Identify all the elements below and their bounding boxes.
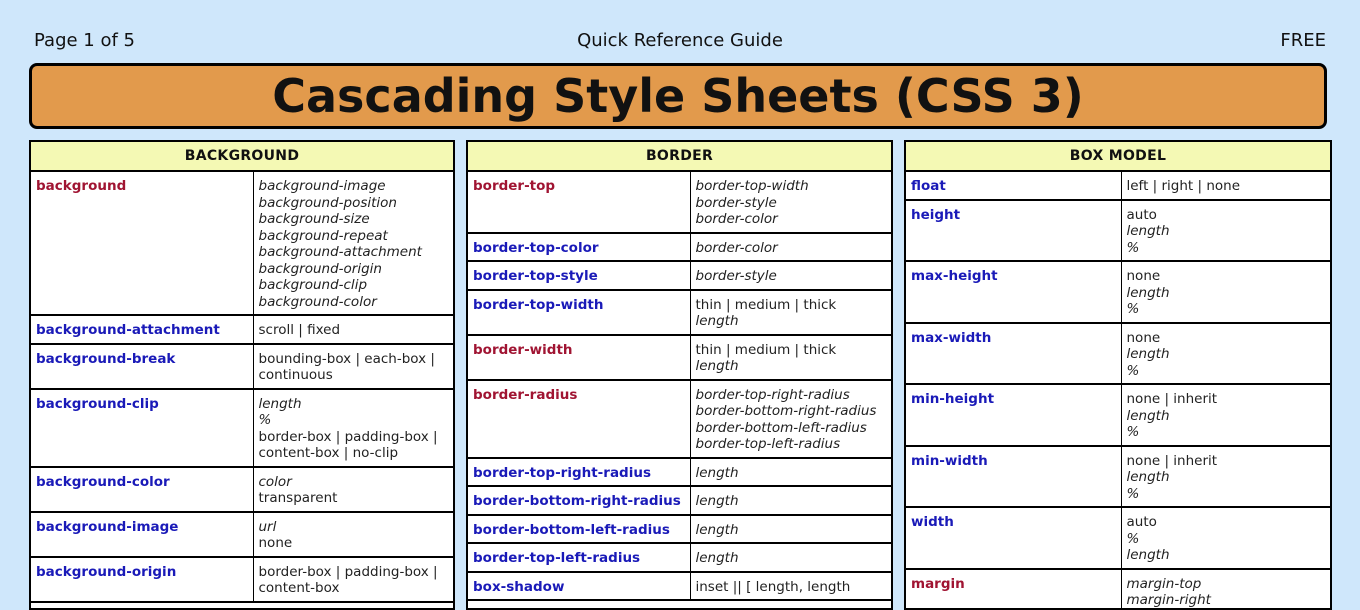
property-name: background-color [31,467,253,512]
table-row [468,572,891,601]
value-line: % [1127,486,1326,503]
value-line: % [1127,240,1326,257]
table-row [468,335,891,380]
value-line: border-bottom-right-radius [696,403,887,420]
property-values [690,261,891,290]
table-row [468,486,891,515]
value-line: content-box | no-clip [259,445,449,462]
property-name: background-origin [31,557,253,602]
value-line: thin | medium | thick [696,342,887,359]
value-line: border-top-left-radius [696,436,887,453]
value-line: background-size [259,211,449,228]
table-row [906,384,1330,446]
value-line: none [1127,330,1326,347]
property-name: border-bottom-right-radius [468,486,690,515]
table-row [31,172,453,315]
value-line: bounding-box | each-box | [259,351,449,368]
value-line: thin | medium | thick [696,297,887,314]
table-row [906,507,1330,569]
property-name: min-width [906,446,1121,508]
property-name: background-break [31,344,253,389]
property-name: border-top-right-radius [468,458,690,487]
property-values [253,557,453,602]
table-row [468,261,891,290]
value-line: auto [1127,514,1326,531]
value-line: none [1127,268,1326,285]
value-line: border-style [696,195,887,212]
value-line: length [1127,223,1326,240]
value-line: border-color [696,211,887,228]
property-values [1121,200,1330,262]
property-name: border-top-left-radius [468,543,690,572]
value-line: inset || [ length, length [696,579,887,596]
value-line: length [1127,408,1326,425]
table-row [468,458,891,487]
value-line: length [696,465,887,482]
table-row [906,261,1330,323]
value-line: length [259,396,449,413]
value-line: length [696,550,887,567]
table-row [906,569,1330,610]
property-values [1121,446,1330,508]
value-line: background-clip [259,277,449,294]
property-name: border-top-color [468,233,690,262]
value-line: none [259,535,449,552]
property-values [690,458,891,487]
section-box-model [904,140,1332,610]
property-values [690,515,891,544]
table-row [468,380,891,458]
property-name: width [906,507,1121,569]
value-line: border-color [696,240,887,257]
property-name: max-width [906,323,1121,385]
property-values [690,572,891,601]
value-line: background-position [259,195,449,212]
section-heading: BORDER [468,142,891,172]
value-line: content-box [259,580,449,597]
table-row [31,344,453,389]
property-values [690,380,891,458]
property-name: border-radius [468,380,690,458]
value-line: background-origin [259,261,449,278]
section-heading: BOX MODEL [906,142,1330,172]
table-row [906,323,1330,385]
value-line: border-top-right-radius [696,387,887,404]
property-values [1121,172,1330,200]
property-values [253,512,453,557]
property-name: min-height [906,384,1121,446]
price-label: FREE [1280,30,1326,51]
property-name: border-top-width [468,290,690,335]
property-name: height [906,200,1121,262]
table-row [31,315,453,344]
table-row [31,389,453,467]
property-name: background-clip [31,389,253,467]
value-line: length [696,313,887,330]
property-name: background [31,172,253,315]
property-name: background-image [31,512,253,557]
property-name: background-attachment [31,315,253,344]
table-row [468,233,891,262]
property-table [31,172,453,603]
property-values [690,233,891,262]
value-line: % [259,412,449,429]
value-line: border-bottom-left-radius [696,420,887,437]
value-line: margin-right [1127,592,1326,609]
table-row [906,172,1330,200]
value-line: length [1127,346,1326,363]
table-row [31,512,453,557]
property-values [690,543,891,572]
value-line: % [1127,301,1326,318]
value-line: border-box | padding-box | [259,564,449,581]
value-line: continuous [259,367,449,384]
property-values [253,467,453,512]
section-border [466,140,893,610]
value-line: scroll | fixed [259,322,449,339]
page-title: Cascading Style Sheets (CSS 3) [32,63,1324,129]
property-values [253,172,453,315]
value-line: none | inherit [1127,453,1326,470]
value-line: background-image [259,178,449,195]
title-banner [29,63,1327,129]
value-line: border-top-width [696,178,887,195]
table-row [906,200,1330,262]
property-name: border-width [468,335,690,380]
property-values [1121,384,1330,446]
property-values [253,344,453,389]
table-row [31,557,453,602]
value-line: url [259,519,449,536]
property-name: box-shadow [468,572,690,601]
property-values [690,172,891,233]
property-table [468,172,891,601]
property-name: margin [906,569,1121,610]
value-line: % [1127,363,1326,380]
property-name: border-top [468,172,690,233]
property-values [690,335,891,380]
value-line: margin-top [1127,576,1326,593]
section-heading: BACKGROUND [31,142,453,172]
property-values [253,389,453,467]
value-line: background-attachment [259,244,449,261]
property-name: border-bottom-left-radius [468,515,690,544]
value-line: length [696,522,887,539]
property-values [1121,323,1330,385]
value-line: background-repeat [259,228,449,245]
value-line: length [1127,469,1326,486]
table-row [31,467,453,512]
property-values [1121,261,1330,323]
value-line: length [1127,547,1326,564]
section-background [29,140,455,610]
value-line: length [696,358,887,375]
property-name: float [906,172,1121,200]
property-name: max-height [906,261,1121,323]
table-row [468,290,891,335]
value-line: % [1127,531,1326,548]
property-values [1121,569,1330,610]
table-row [468,515,891,544]
property-values [690,290,891,335]
property-values [253,315,453,344]
property-table [906,172,1330,610]
property-name: border-top-style [468,261,690,290]
value-line: none | inherit [1127,391,1326,408]
value-line: transparent [259,490,449,507]
value-line: length [1127,285,1326,302]
table-row [468,172,891,233]
value-line: length [696,493,887,510]
value-line: auto [1127,207,1326,224]
property-values [1121,507,1330,569]
value-line: % [1127,424,1326,441]
value-line: background-color [259,294,449,311]
page-header [34,30,1326,54]
guide-label: Quick Reference Guide [34,30,1326,51]
page-number: Page 1 of 5 [34,30,135,51]
value-line: border-style [696,268,887,285]
property-values [690,486,891,515]
value-line: color [259,474,449,491]
value-line: left | right | none [1127,178,1326,195]
table-row [906,446,1330,508]
value-line: border-box | padding-box | [259,429,449,446]
table-row [468,543,891,572]
